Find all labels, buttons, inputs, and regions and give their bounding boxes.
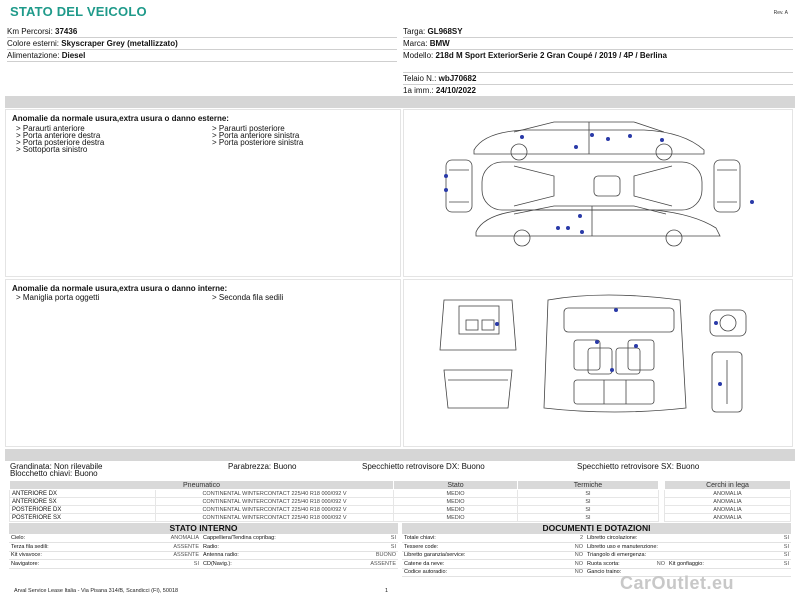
damage-marker	[606, 137, 610, 141]
key-lock-status: Blocchetto chiavi: Buono	[10, 469, 98, 478]
table-row: ANTERIORE SX CONTINENTAL WINTERCONTACT 225/40 R18 000/092 V MEDIO SI	[10, 498, 659, 506]
external-item: > Paraurti posteriore	[212, 124, 285, 133]
rims-table	[664, 480, 791, 522]
external-item: > Paraurti anteriore	[16, 124, 85, 133]
table-row: Terza fila sedili: ASSENTE Radio: SI	[11, 543, 396, 550]
damage-marker	[718, 382, 722, 386]
damage-marker	[495, 322, 499, 326]
damage-marker	[610, 368, 614, 372]
hail-status: Grandinata: Non rilevabile	[10, 462, 103, 471]
damage-marker	[556, 226, 560, 230]
damage-marker	[566, 226, 570, 230]
table-row: Cielo: ANOMALIA Cappelliera/Tendina copribag: SI	[11, 535, 396, 541]
chassis-row: Telaio N.: wbJ70682	[403, 73, 793, 85]
table-row: Tessere code: NO Libretto uso e manutenzione: SI	[404, 543, 789, 550]
internal-damage-panel	[5, 279, 401, 447]
mirror-left-status: Specchietto retrovisore SX: Buono	[577, 462, 700, 471]
revision-label: Rev. A	[773, 10, 788, 16]
external-item: > Porta anteriore sinistra	[212, 131, 300, 140]
page-number: 1	[385, 588, 389, 594]
table-row: Totale chiavi: 2 Libretto circolazione: SI	[404, 535, 789, 541]
table-row: Libretto garanzia/service: NO Triangolo di emergenza: SI	[404, 552, 789, 559]
model-row: Modello: 218d M Sport ExteriorSerie 2 Gran Coupé / 2019 / 4P / Berlina	[403, 50, 793, 73]
damage-marker	[444, 174, 448, 178]
damage-marker	[574, 145, 578, 149]
damage-marker	[750, 200, 754, 204]
table-row: ANOMALIA	[665, 514, 791, 522]
tyres-table	[9, 480, 659, 522]
external-damage-title: Anomalie da normale usura,extra usura o danno esterne:	[12, 114, 229, 123]
page-title: STATO DEL VEICOLO	[10, 4, 147, 19]
table-row: POSTERIORE DX CONTINENTAL WINTERCONTACT 225/40 R18 000/092 V MEDIO SI	[10, 506, 659, 514]
damage-marker	[578, 214, 582, 218]
damage-marker	[634, 344, 638, 348]
table-row: POSTERIORE SX CONTINENTAL WINTERCONTACT 225/40 R18 000/092 V MEDIO SI	[10, 514, 659, 522]
table-row: ANOMALIA	[665, 490, 791, 498]
color-row: Colore esterni: Skyscraper Grey (metallizzato)	[7, 38, 397, 50]
car-interior-diagram	[404, 280, 794, 448]
km-row: Km Percorsi: 37436	[7, 26, 397, 38]
brand-row: Marca: BMW	[403, 38, 793, 50]
external-item: > Porta anteriore destra	[16, 131, 101, 140]
windshield-status: Parabrezza: Buono	[228, 462, 297, 471]
documenti-title: DOCUMENTI E DOTAZIONI	[402, 523, 791, 534]
plate-row: Targa: GL968SY	[403, 26, 793, 38]
internal-item: > Seconda fila sedili	[212, 293, 284, 302]
table-row: ANOMALIA	[665, 498, 791, 506]
vehicle-info-left	[7, 26, 397, 62]
damage-marker	[595, 340, 599, 344]
stato-interno-title: STATO INTERNO	[9, 523, 398, 534]
internal-damage-title: Anomalie da normale usura,extra usura o danno interne:	[12, 284, 228, 293]
external-item: > Porta posteriore destra	[16, 138, 105, 147]
table-row: Navigatore: SI CD(Navig.): ASSENTE	[11, 560, 396, 567]
tyres-header-pneumatico: Pneumatico	[10, 481, 394, 490]
footer-address: Arval Service Lease Italia - Via Pisana 314/B, Scandicci (FI), 50018	[14, 588, 179, 594]
damage-marker	[580, 230, 584, 234]
damage-marker	[660, 138, 664, 142]
external-item: > Sottoporta sinistro	[16, 145, 88, 154]
damage-marker	[444, 188, 448, 192]
documenti-table	[402, 534, 791, 577]
table-row: Kit vivavoce: ASSENTE Antenna radio: BUONO	[11, 552, 396, 559]
internal-item: > Maniglia porta oggetti	[16, 293, 100, 302]
damage-marker	[590, 133, 594, 137]
rims-header: Cerchi in lega	[665, 481, 791, 490]
table-row: ANTERIORE DX CONTINENTAL WINTERCONTACT 225/40 R18 000/092 V MEDIO SI	[10, 490, 659, 498]
car-exterior-diagram	[404, 110, 794, 278]
internal-diagram-panel	[403, 279, 793, 447]
mirror-right-status: Specchietto retrovisore DX: Buono	[362, 462, 485, 471]
tyres-header-stato: Stato	[394, 481, 518, 490]
section-separator	[5, 96, 795, 108]
damage-marker	[614, 308, 618, 312]
damage-marker	[520, 135, 524, 139]
external-item: > Porta posteriore sinistra	[212, 138, 304, 147]
section-separator	[5, 449, 795, 461]
registration-row: 1a imm.: 24/10/2022	[403, 85, 793, 97]
table-row: Catene da neve: NO Ruota scorta: NO Kit gonfiaggio: SI	[404, 560, 789, 567]
damage-marker	[714, 321, 718, 325]
fuel-row: Alimentazione: Diesel	[7, 50, 397, 62]
table-row: Codice autoradio: NO Gancio traino:	[402, 568, 791, 577]
tyres-header-termiche: Termiche	[518, 481, 659, 490]
external-diagram-panel	[403, 109, 793, 277]
vehicle-info-right	[403, 26, 793, 97]
table-row: ANOMALIA	[665, 506, 791, 514]
external-damage-panel	[5, 109, 401, 277]
watermark-logo: CarOutlet.eu	[620, 573, 735, 593]
stato-interno-table	[9, 534, 398, 569]
damage-marker	[628, 134, 632, 138]
